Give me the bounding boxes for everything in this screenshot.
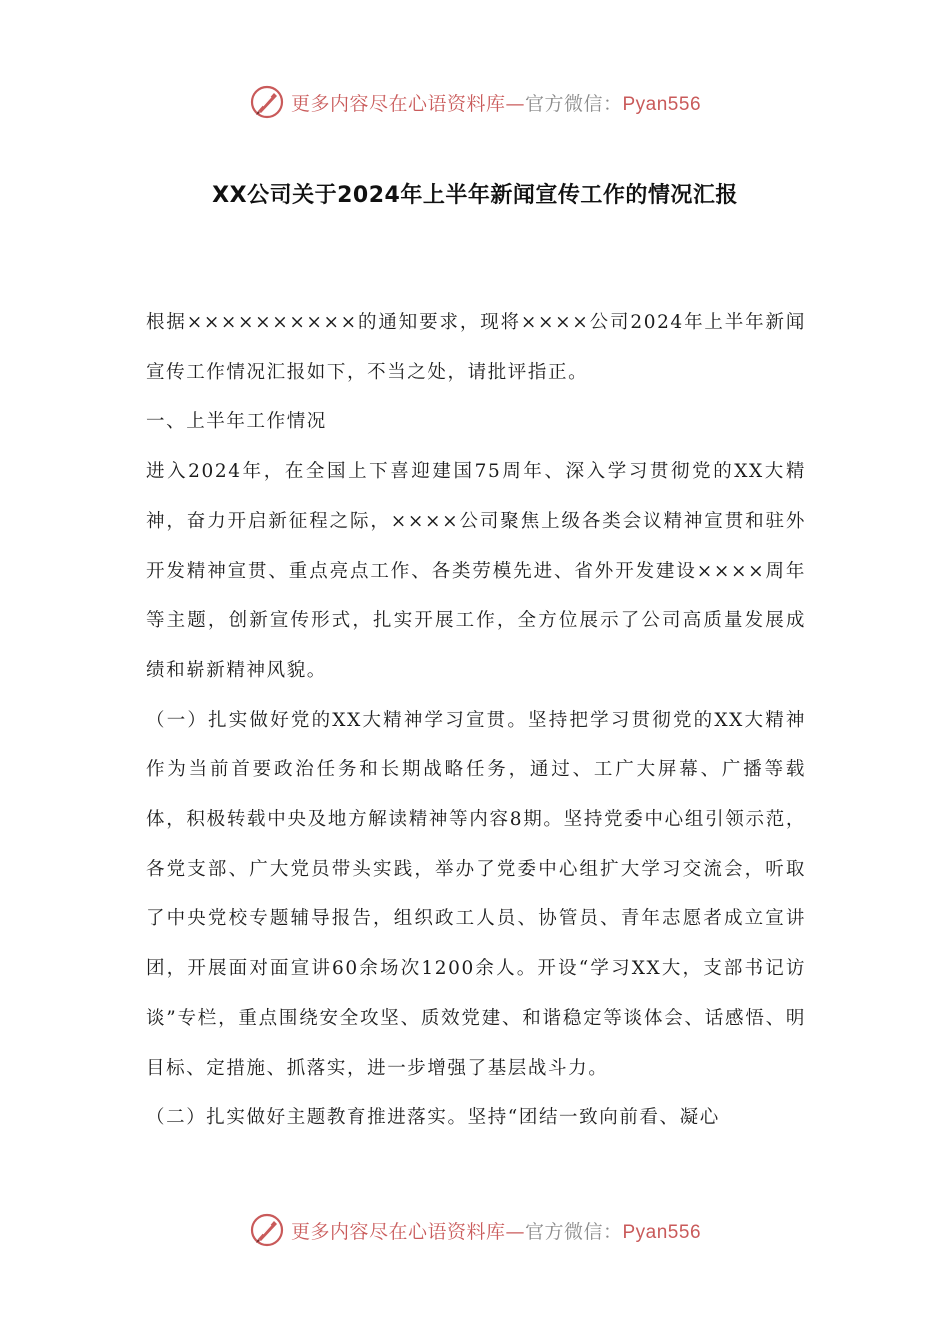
watermark-library-text: 更多内容尽在心语资料库 [290, 1220, 506, 1243]
quill-pen-logo-icon [249, 84, 285, 120]
body-paragraph: 进入2024年，在全国上下喜迎建国75周年、深入学习贯彻党的XX大精神，奋力开启新征程之际，××××公司聚焦上级各类会议精神宣贯和驻外开发精神宣贯、重点亮点工作、各类劳模先进、省外开发建设××××周年等主题，创新宣传形式，扎实开展工作，全方位展示了公司高质量发展成绩和崭新精神风貌。 [146, 461, 806, 681]
header-watermark [0, 84, 950, 120]
watermark-dash: — [505, 1220, 525, 1243]
watermark-wechat-id: Pyan556 [622, 1221, 702, 1243]
watermark-text [291, 1217, 701, 1244]
watermark-text [291, 89, 701, 116]
body-paragraph: （二）扎实做好主题教育推进落实。坚持“团结一致向前看、凝心 [146, 1107, 720, 1129]
document-body [146, 298, 806, 1143]
document-title: XX公司关于2024年上半年新闻宣传工作的情况汇报 [212, 183, 738, 208]
section-heading: 一、上半年工作情况 [146, 411, 327, 433]
watermark-dash: — [505, 92, 525, 115]
watermark-wechat-label: 官方微信： [524, 92, 623, 115]
watermark-library-text: 更多内容尽在心语资料库 [290, 92, 506, 115]
quill-pen-logo-icon [249, 1212, 285, 1248]
body-paragraph: （一）扎实做好党的XX大精神学习宣贯。坚持把学习贯彻党的XX大精神作为当前首要政治任务和长期战略任务，通过、工广大屏幕、广播等载体，积极转载中央及地方解读精神等内容8期。坚持党委中心组引领示范，各党支部、广大党员带头实践，举办了党委中心组扩大学习交流会，听取了中央党校专题辅导报告，组织政工人员、协管员、青年志愿者成立宣讲团，开展面对面宣讲60余场次1200余人。开设“学习XX大，支部书记访谈”专栏，重点围绕安全攻坚、质效党建、和谐稳定等谈体会、话感悟、明目标、定措施、抓落实，进一步增强了基层战斗力。 [146, 709, 806, 1079]
intro-paragraph: 根据××××××××××的通知要求，现将××××公司2024年上半年新闻宣传工作情况汇报如下，不当之处，请批评指正。 [146, 312, 806, 383]
footer-watermark [0, 1212, 950, 1248]
watermark-wechat-label: 官方微信： [524, 1220, 623, 1243]
watermark-wechat-id: Pyan556 [622, 93, 702, 115]
